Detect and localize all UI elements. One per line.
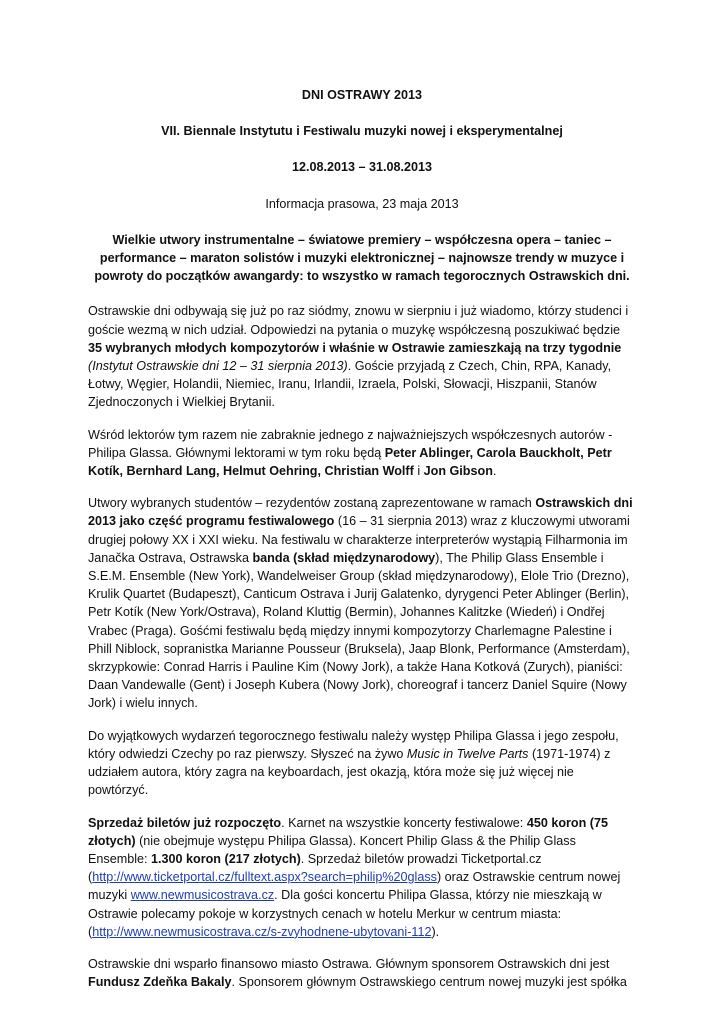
text: (16 – 31 sierpnia 2013) wraz z kluczowymi utworami drugiej połowy XX i XXI wieku. Na festiwalu w charakterze interpreterów wystąpią Filharmonia im Janačka Ostrava, Ostrawska	[88, 514, 630, 565]
italic-text: (Instytut Ostrawskie dni 12 – 31 sierpnia 2013)	[88, 359, 348, 374]
text: Ostrawskie dni wsparło finansowo miasto Ostrawa. Głównym sponsorem Ostrawskich dni jest	[88, 956, 610, 971]
document-subtitle: VII. Biennale Instytutu i Festiwalu muzyki nowej i eksperymentalnej	[161, 124, 563, 139]
text: . Sponsorem głównym Ostrawskiego centrum nowej muzyki jest spółka	[231, 975, 627, 990]
newmusicostrava-link[interactable]: www.newmusicostrava.cz	[130, 888, 275, 903]
bold-text: 1.300 koron (217 złotych)	[151, 851, 301, 866]
text: . Sprzedaż biletów prowadzi Ticketportal.cz (	[88, 851, 542, 885]
bold-text: Ostrawskich dni 2013 jako część programu festiwalowego	[88, 496, 633, 529]
paragraph-lecturers	[88, 426, 636, 481]
text: . Dla gości koncertu Philipa Glassa, którzy nie mieszkają w Ostrawie polecamy pokoje w korzystnych cenach w hotelu Merkur w centrum miasta: (	[88, 888, 602, 939]
paragraph-sponsors	[88, 955, 636, 991]
bold-text: Fundusz Zdeňka Bakaly	[88, 975, 232, 990]
text: Utwory wybranych studentów – rezydentów zostaną zaprezentowane w ramach	[88, 496, 536, 511]
press-info-date: Informacja prasowa, 23 maja 2013	[265, 196, 459, 211]
text: ) oraz Ostrawskie centrum nowej muzyki	[88, 870, 621, 903]
bold-text: banda (skład międzynarodowy	[252, 550, 436, 565]
headline: Wielkie utwory instrumentalne – światowe premiery – współczesna opera – taniec – performance – maraton solistów i muzyki elektronicznej – najnowsze trendy w muzyce i powroty do początków awangardy: to wszystko w ramach tegorocznych Ostrawskich dni.	[94, 232, 630, 284]
press-release-page	[88, 86, 636, 1005]
text: ).	[431, 924, 440, 939]
text: . Goście przyjadą z Czech, Chin, RPA, Kanady, Łotwy, Węgier, Holandii, Niemiec, Iranu, Irlandii, Izraela, Polski, Słowacji, Hiszpanii, Stanów Zjednoczonych i Wielkiej Brytanii.	[88, 359, 612, 410]
bold-text: 450 koron (75 złotych)	[88, 815, 609, 848]
paragraph-tickets	[88, 814, 636, 941]
text: Do wyjątkowych wydarzeń tegorocznego festiwalu należy występ Philipa Glassa i jego zespołu, który odwiedzi Czechy po raz pierwszy. Słyszeć na żywo	[88, 728, 619, 761]
bold-text: Peter Ablinger, Carola Bauckholt, Petr Kotík, Bernhard Lang, Helmut Oehring, Christian Wolff	[88, 445, 612, 479]
bold-text: Jon Gibson	[423, 464, 493, 479]
bold-text: 35 wybranych młodych kompozytorów i właśnie w Ostrawie zamieszkają na trzy tygodnie	[88, 340, 622, 355]
paragraph-performers	[88, 494, 636, 712]
text: (1971-1974) z udziałem autora, który zagra na keyboardach, jest okazją, która może się już więcej nie powtórzyć.	[88, 746, 611, 798]
festival-dates: 12.08.2013 – 31.08.2013	[291, 160, 433, 175]
paragraph-glass	[88, 727, 636, 800]
ticketportal-link[interactable]: http://www.ticketportal.cz/fulltext.aspx?search=philip%20glass	[92, 870, 437, 885]
document-title: DNI OSTRAWY 2013	[301, 88, 423, 102]
text: ), The Philip Glass Ensemble i S.E.M. Ensemble (New York), Wandelweiser Group (skład międzynarodowy), Elole Trio (Drezno), Krulik Quartet (Budapeszt), Canticum Ostrava i Jurij Galatenko, dyrygenci Peter Ablinger (Berlin), Petr Kotík (New York/Ostrava), Roland Kluttig (Bermin), Johannes Kalitzke (Wiedeń) i Ondřej Vrabec (Praga). Gośćmi festiwalu będą między innymi kompozytorzy Charlemagne Palestine i Phill Niblock, sopranistka Marianne Pousseur (Bruksela), Jaap Blonk, Performance (Amsterdam), skrzypkowie: Conrad Harris i Pauline Kim (Nowy Jork), a także Hana Kotková (Zurych), pianiści: Daan Vandewalle (Gent) i Joseph Kubera (Nowy Jork), choreograf i tancerz Daniel Squire (Nowy Jork) i wielu innych.	[88, 550, 630, 711]
italic-text: Music in Twelve Parts	[406, 746, 529, 761]
paragraph-intro	[88, 302, 636, 411]
hotel-link[interactable]: http://www.newmusicostrava.cz/s-zvyhodnene-ubytovani-112	[92, 924, 432, 939]
text: Wśród lektorów tym razem nie zabraknie jednego z najważniejszych współczesnych autorów - Philipa Glassa. Głównymi lektorami w tym roku będą	[88, 427, 613, 460]
text: Ostrawskie dni odbywają się już po raz siódmy, znowu w sierpniu i już wiadomo, którzy studenci i goście wezmą w nich udział. Odpowiedzi na pytania o muzykę współczesną poszukiwać będzie	[88, 304, 629, 337]
bold-text: Sprzedaż biletów już rozpoczęto	[88, 815, 282, 830]
text: . Karnet na wszystkie koncerty festiwalowe:	[281, 815, 527, 830]
text: i	[413, 464, 424, 479]
text: (nie obejmuje występu Philipa Glassa). Koncert Philip Glass & the Philip Glass Ensemble:	[88, 833, 576, 866]
text: .	[492, 464, 497, 479]
